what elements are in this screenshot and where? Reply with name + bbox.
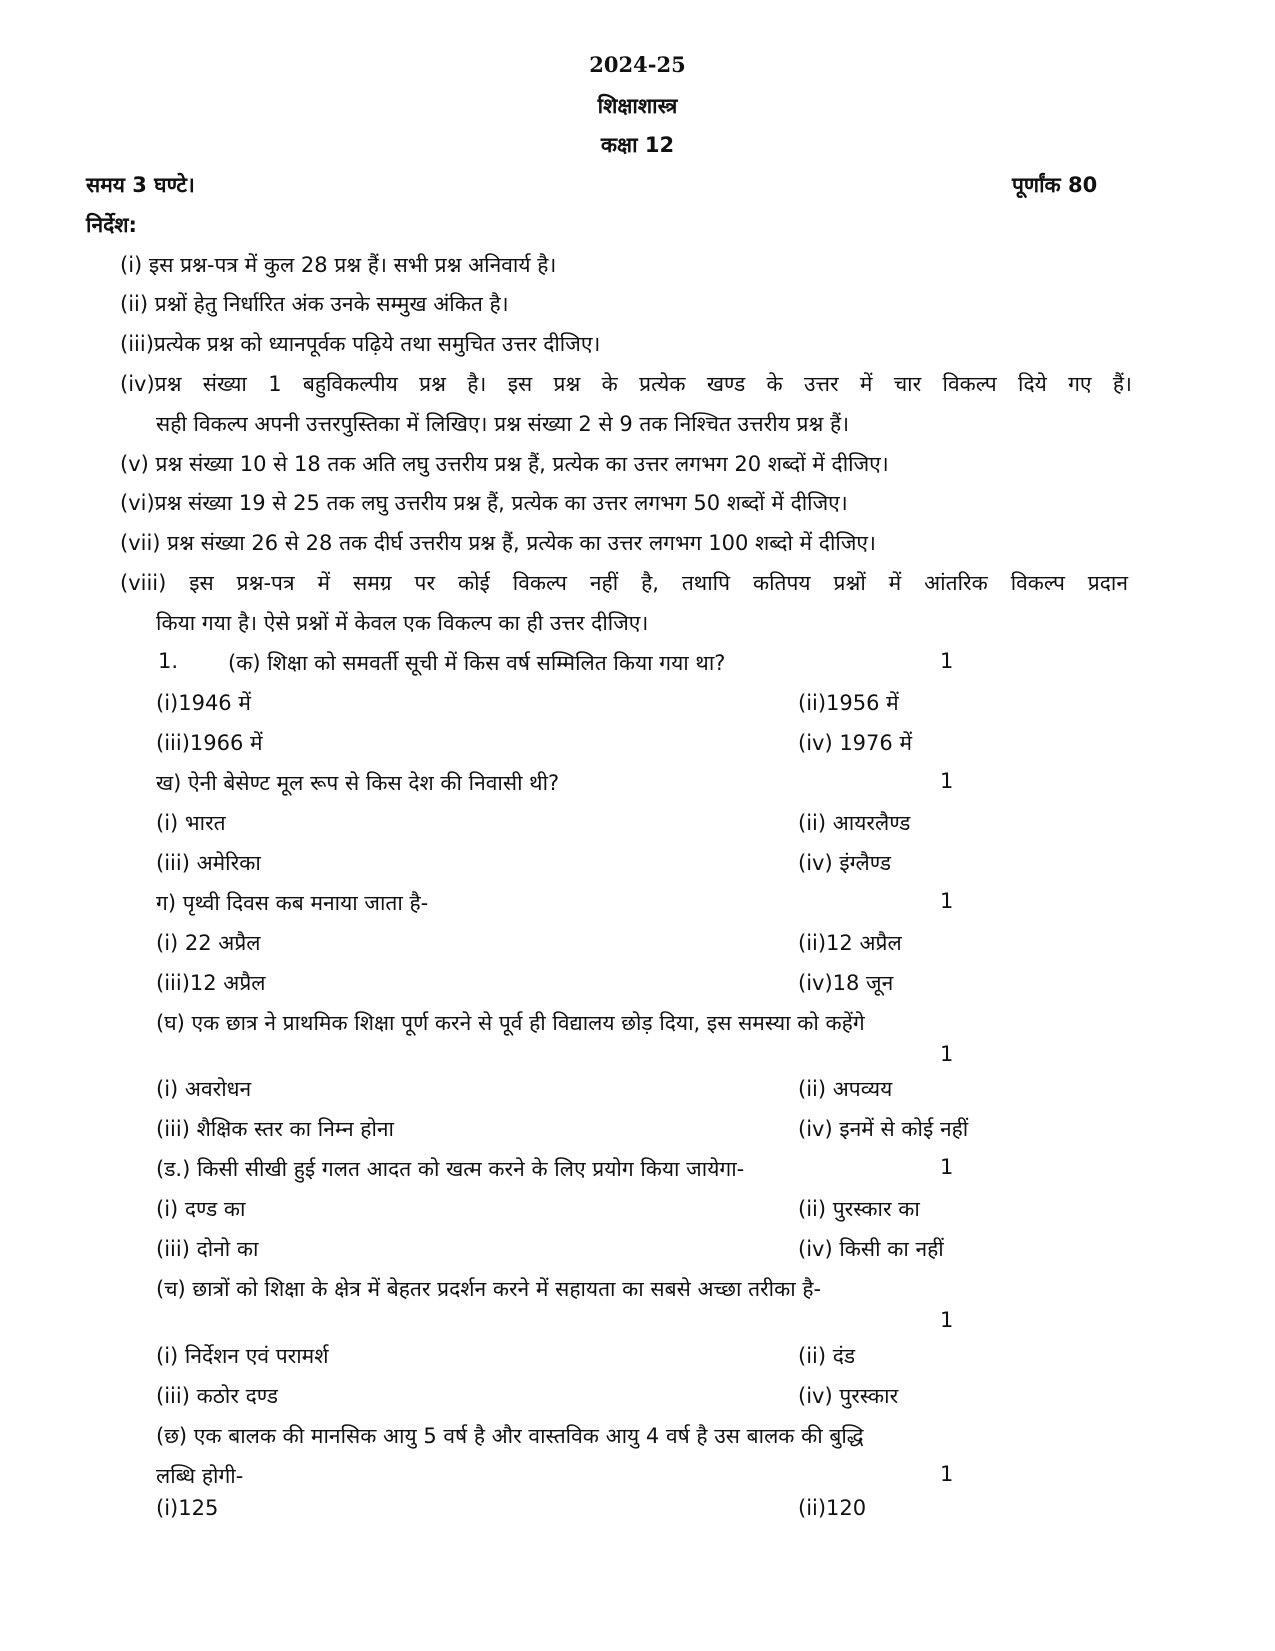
instruction-item: सही विकल्प अपनी उत्तरपुस्तिका में लिखिए। प्रश्न संख्या 2 से 9 तक निश्चित उत्तरीय प्रश्न हैं।	[156, 412, 850, 436]
question-mark: 1	[940, 1042, 954, 1066]
option: (iii) शैक्षिक स्तर का निम्न होना	[156, 1117, 394, 1141]
option: (i) निर्देशन एवं परामर्श	[156, 1344, 329, 1368]
question-mark: 1	[940, 649, 954, 673]
question-mark: 1	[940, 769, 954, 793]
question-text: (ड.) किसी सीखी हुई गलत आदत को खत्म करने के लिए प्रयोग किया जायेगा-	[156, 1157, 745, 1181]
question-text: (क) शिक्षा को समवर्ती सूची में किस वर्ष सम्मिलित किया गया था?	[228, 651, 726, 675]
instruction-item: (iv)प्रश्न संख्या 1 बहुविकल्पीय प्रश्न है। इस प्रश्न के प्रत्येक खण्ड के उत्तर में चार विकल्प दिये गए हैं।	[120, 372, 1132, 396]
question-text: (छ) एक बालक की मानसिक आयु 5 वर्ष है और वास्तविक आयु 4 वर्ष है उस बालक की बुद्धि	[156, 1424, 864, 1448]
option: (ii)120	[798, 1496, 867, 1520]
option: (iv) 1976 में	[798, 731, 912, 755]
question-text: ग) पृथ्वी दिवस कब मनाया जाता है-	[156, 891, 429, 915]
option: (iv) इंग्लैण्ड	[798, 851, 891, 875]
option: (i) भारत	[156, 811, 226, 835]
option: (iii)1966 में	[156, 731, 263, 755]
question-text-continued: लब्धि होगी-	[156, 1464, 244, 1488]
option: (iv) पुरस्कार	[798, 1384, 899, 1408]
instruction-item: (iii)प्रत्येक प्रश्न को ध्यानपूर्वक पढ़िये तथा समुचित उत्तर दीजिए।	[120, 332, 601, 356]
instruction-item: (v) प्रश्न संख्या 10 से 18 तक अति लघु उत्तरीय प्रश्न हैं, प्रत्येक का उत्तर लगभग 20 शब्दों में दीजिए।	[120, 452, 889, 476]
question-mark: 1	[940, 1462, 954, 1486]
option: (ii) आयरलैण्ड	[798, 811, 911, 835]
option: (i) दण्ड का	[156, 1197, 246, 1221]
question-mark: 1	[940, 1155, 954, 1179]
option: (iii) अमेरिका	[156, 851, 261, 875]
option: (ii) दंड	[798, 1344, 856, 1368]
instruction-item: (ii) प्रश्नों हेतु निर्धारित अंक उनके सम्मुख अंकित है।	[120, 292, 509, 316]
option: (ii) अपव्यय	[798, 1077, 893, 1101]
option: (i) 22 अप्रैल	[156, 931, 261, 955]
instruction-item: (vii) प्रश्न संख्या 26 से 28 तक दीर्घ उत्तरीय प्रश्न हैं, प्रत्येक का उत्तर लगभग 100 शब्दो में दीजिए।	[120, 531, 876, 555]
option: (iv) किसी का नहीं	[798, 1237, 944, 1261]
question-text: ख) ऐनी बेसेण्ट मूल रूप से किस देश की निवासी थी?	[156, 771, 560, 795]
instruction-item: (i) इस प्रश्न-पत्र में कुल 28 प्रश्न हैं। सभी प्रश्न अनिवार्य है।	[120, 253, 557, 277]
question-text: (घ) एक छात्र ने प्राथमिक शिक्षा पूर्ण करने से पूर्व ही विद्यालय छोड़ दिया, इस समस्या को कहेंगे	[156, 1011, 865, 1035]
session-year: 2024-25	[589, 52, 686, 77]
option: (iv)18 जून	[798, 971, 894, 995]
max-marks: पूर्णांक 80	[1012, 173, 1098, 197]
instruction-item: (viii) इस प्रश्न-पत्र में समग्र पर कोई विकल्प नहीं है, तथापि कतिपय प्रश्नों में आंतरिक विकल्प प्रदान	[120, 571, 1128, 595]
subject-title: शिक्षाशास्त्र	[597, 94, 678, 118]
question-text: (च) छात्रों को शिक्षा के क्षेत्र में बेहतर प्रदर्शन करने में सहायता का सबसे अच्छा तरीका है-	[156, 1277, 822, 1301]
instruction-item: (vi)प्रश्न संख्या 19 से 25 तक लघु उत्तरीय प्रश्न हैं, प्रत्येक का उत्तर लगभग 50 शब्दों में दीजिए।	[120, 491, 848, 515]
option: (iv) इनमें से कोई नहीं	[798, 1117, 969, 1141]
option: (i)1946 में	[156, 691, 251, 715]
instructions-title: निर्देश:	[86, 213, 137, 237]
question-number: 1.	[158, 649, 179, 673]
option: (i)125	[156, 1496, 219, 1520]
time-allowed: समय 3 घण्टे।	[86, 173, 195, 197]
question-mark: 1	[940, 1308, 954, 1332]
option: (ii)12 अप्रैल	[798, 931, 902, 955]
option: (i) अवरोधन	[156, 1077, 252, 1101]
question-mark: 1	[940, 889, 954, 913]
instruction-item: किया गया है। ऐसे प्रश्नों में केवल एक विकल्प का ही उत्तर दीजिए।	[156, 611, 649, 635]
class-label: कक्षा 12	[600, 133, 675, 157]
option: (iii) दोनो का	[156, 1237, 259, 1261]
option: (ii) पुरस्कार का	[798, 1197, 920, 1221]
option: (iii)12 अप्रैल	[156, 971, 266, 995]
option: (iii) कठोर दण्ड	[156, 1384, 278, 1408]
option: (ii)1956 में	[798, 691, 899, 715]
